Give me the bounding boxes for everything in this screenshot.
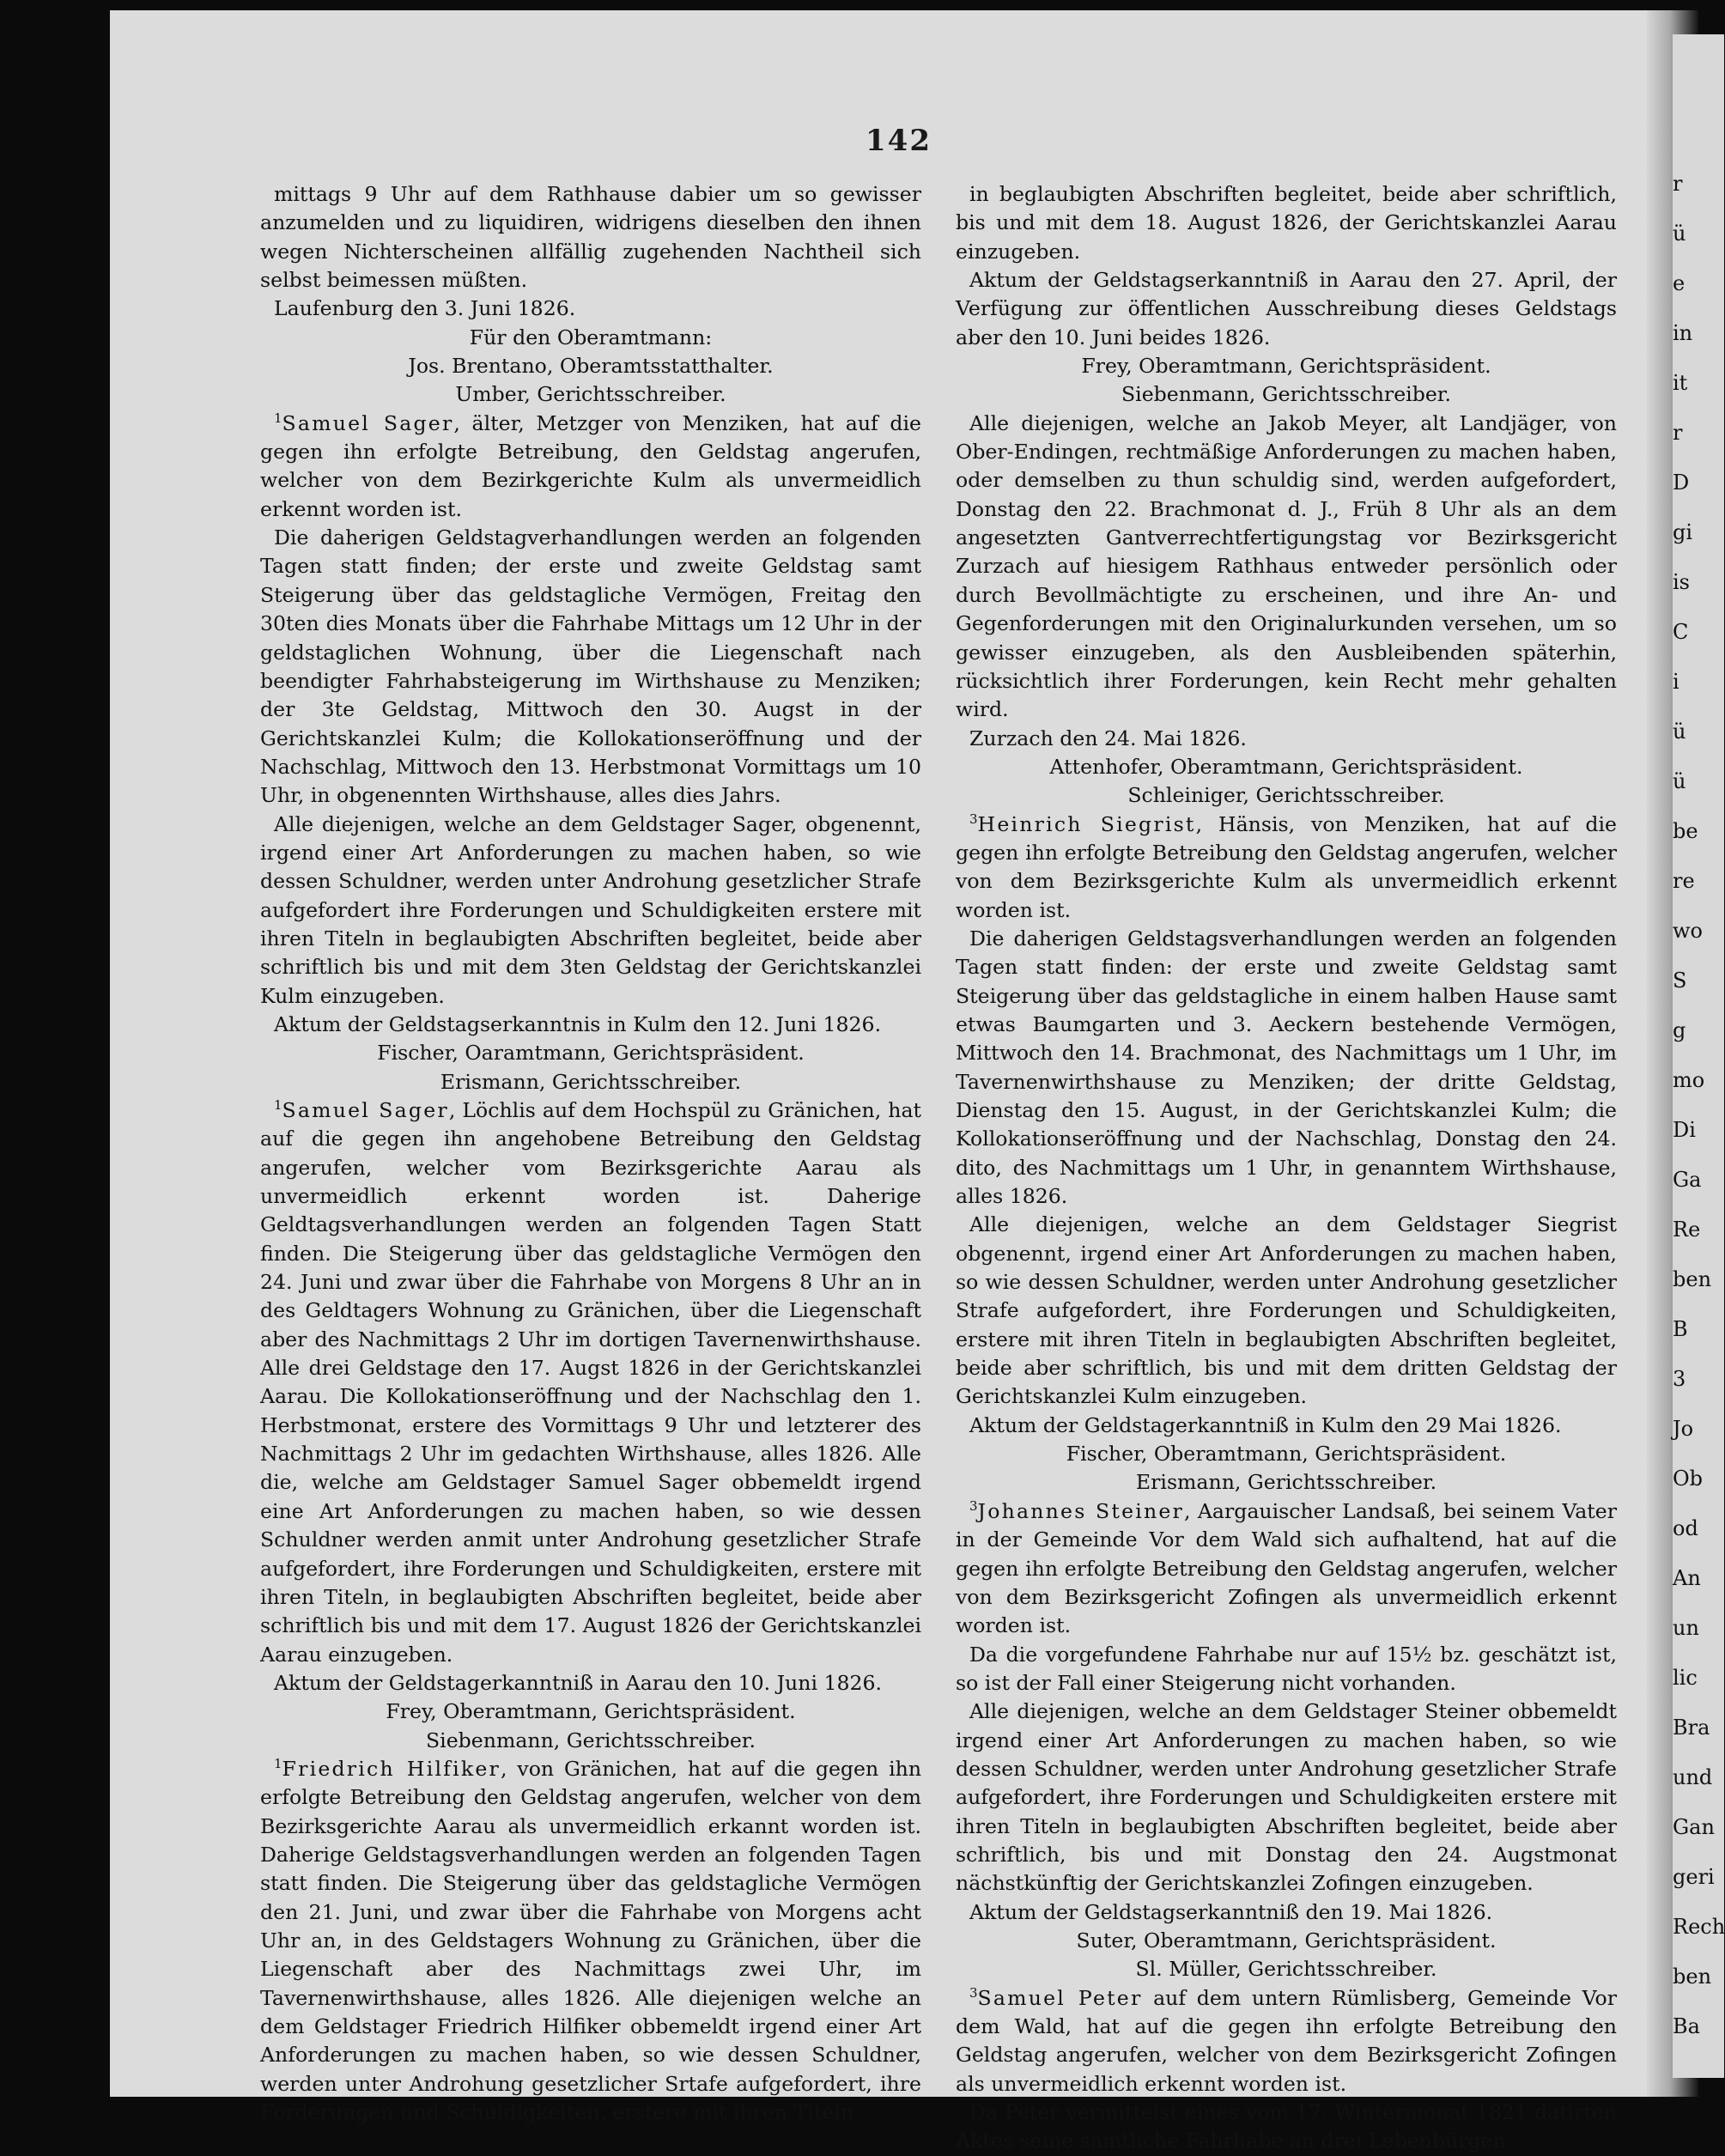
edge-fragment: Bra — [1673, 1716, 1710, 1740]
date-line: Aktum der Geldstagserkanntnis in Kulm den 12. Juni 1826. — [274, 1011, 882, 1036]
signature-line: Jos. Brentano, Oberamtsstatthalter. — [408, 354, 774, 379]
signature-line: Erismann, Gerichtsschreiber. — [440, 1069, 742, 1094]
footnote-marker: 3 — [969, 811, 978, 827]
signature-line: Frey, Oberamtmann, Gerichtspräsident. — [1081, 354, 1491, 379]
signature-line: Erismann, Gerichtsschreiber. — [1135, 1470, 1437, 1495]
notice-heading-paragraph — [956, 1984, 1617, 2098]
edge-fragment: Rech — [1673, 1915, 1725, 1939]
notice-text: , älter, Metzger von Menziken, hat auf die gegen ihn erfolgte Betreibung, den Geldstag angerufen, welcher von dem Bezirkgerichte Kulm als unvermeidlich erkennt worden ist. — [260, 410, 921, 521]
body-paragraph: Die daherigen Geldstagverhandlungen werden an folgenden Tagen statt finden; der erste und zweite Geldstag samt Steigerung über das geldstagliche Vermögen, Freitag den 30ten dies Monats über die Fahrhabe Mittags um 12 Uhr in der geldstaglichen Wohnung, über die Liegenschaft nach beendigter Fahrhabsteigerung im Wirthshause zu Menziken; der 3te Geldstag, Mittwoch den 30. Augst in der Gerichtskanzlei Kulm; die Kollokationseröffnung und der Nachschlag, Mittwoch den 13. Herbstmonat Vormittags um 10 Uhr, in obgenennten Wirthshause, alles dies Jahrs. — [260, 525, 921, 808]
edge-fragment: i — [1673, 670, 1679, 694]
date-line: Zurzach den 24. Mai 1826. — [969, 726, 1247, 750]
body-paragraph: Alle diejenigen, welche an dem Geldstager Steiner obbemeldt irgend einer Art Anforderungen zu machen haben, so wie dessen Schuldner, werden unter Androhung gesetzlicher Strafe aufgefordert, ihre Forderungen und Schuldigkeiten erstere mit ihren Titeln in beglaubigten Abschriften begleitet, beide aber schriftlich, bis und mit Donstag den 24. Augstmonat nächstkünftig der Gerichtskanzlei Zofingen einzugeben. — [956, 1699, 1617, 1896]
edge-fragment: Ba — [1673, 2014, 1700, 2038]
newspaper-page — [110, 10, 1692, 2153]
edge-fragment: od — [1673, 1516, 1698, 1540]
edge-fragment: un — [1673, 1616, 1699, 1640]
edge-fragment: ü — [1673, 222, 1686, 246]
edge-fragment: Di — [1673, 1118, 1696, 1142]
footnote-marker: 3 — [969, 1984, 978, 2001]
body-paragraph: Alle diejenigen, welche an dem Geldstager Siegrist obgenennt, irgend einer Art Anforderungen zu machen haben, so wie dessen Schuldner, werden unter Androhung gesetzlicher Strafe aufgefordert, ihre Forderungen und Schuldigkeiten, erstere mit ihren Titeln in beglaubigten Abschriften begleitet, beide aber schriftlich, bis und mit dem dritten Geldstag der Gerichtskanzlei Kulm einzugeben. — [956, 1212, 1617, 1409]
edge-fragment: ü — [1673, 769, 1686, 793]
date-line: Laufenburg den 3. Juni 1826. — [274, 296, 576, 321]
edge-fragment: gi — [1673, 520, 1693, 544]
edge-fragment: C — [1673, 620, 1689, 644]
right-column — [956, 180, 1617, 2156]
body-paragraph: Alle diejenigen, welche an dem Geldstager Sager, obgenennt, irgend einer Art Anforderungen zu machen haben, so wie dessen Schuldner, werden unter Androhung gesetzlicher Strafe aufgefordert ihre Forderungen und Schuldigkeiten erstere mit ihren Titeln in beglaubigten Abschriften begleitet, beide aber schriftlich bis und mit dem 3ten Geldstag der Gerichtskanzlei Kulm einzugeben. — [260, 811, 921, 1008]
notice-heading-paragraph — [260, 1096, 921, 1669]
edge-fragment: re — [1673, 869, 1695, 893]
footnote-marker: 3 — [969, 1497, 978, 1514]
body-paragraph: Aktum der Geldstagserkanntniß in Aarau den 27. April, der Verfügung zur öffentlichen Ausschreibung dieses Geldstags aber den 10. Juni beides 1826. — [956, 268, 1617, 349]
adjacent-page-edge — [1673, 34, 1724, 2078]
edge-fragment: wo — [1673, 919, 1703, 943]
edge-fragment: it — [1673, 371, 1688, 395]
edge-fragment: geri — [1673, 1865, 1715, 1889]
edge-fragment: mo — [1673, 1068, 1705, 1092]
notice-text: , Aargauischer Landsaß, bei seinem Vater in der Gemeinde Vor dem Wald sich aufhaltend, hat auf die gegen ihn erfolgte Betreibung den Geldstag angerufen, welcher von dem Bezirksgericht Zofingen als unvermeidlich erkennt worden ist. — [956, 1498, 1617, 1638]
body-paragraph: in beglaubigten Abschriften begleitet, beide aber schriftlich, bis und mit dem 18. August 1826, der Gerichtskanzlei Aarau einzugeben. — [956, 182, 1617, 264]
edge-fragment: B — [1673, 1317, 1688, 1341]
notice-heading-paragraph — [260, 1755, 921, 2127]
signature-line: Umber, Gerichtsschreiber. — [455, 382, 726, 407]
edge-fragment: und — [1673, 1765, 1713, 1789]
edge-fragment: Jo — [1673, 1417, 1694, 1441]
signature-line: Fischer, Oberamtmann, Gerichtspräsident. — [1066, 1442, 1507, 1467]
notice-text: , Hänsis, von Menziken, hat auf die gegen ihn erfolgte Betreibung den Geldstag angerufen, welcher von dem Bezirksgerichte Kulm als unvermeidlich erkennt worden ist. — [956, 811, 1617, 922]
edge-fragment: Ga — [1673, 1168, 1702, 1192]
footnote-marker: 1 — [274, 410, 282, 426]
edge-fragment: be — [1673, 819, 1698, 843]
left-column — [260, 180, 921, 2127]
notice-heading-paragraph — [260, 410, 921, 524]
person-name: Friedrich Hilfiker — [282, 1756, 501, 1781]
page-number: 142 — [866, 124, 932, 158]
notice-text: , von Gränichen, hat auf die gegen ihn erfolgte Betreibung den Geldstag angerufen, welcher von dem Bezirksgerichte Aarau als unvermeidlich erkannt worden ist. Daherige Geldstagsverhandlungen werden an folgenden Tagen statt finden. Die Steigerung über das geldstagliche Vermögen den 21. Juni, und zwar über die Fahrhabe von Morgens acht Uhr an, in des Geldstagers Wohnung zu Gränichen, über die Liegenschaft aber des Nachmittags zwei Uhr, im Tavernenwirthshause, alles 1826. Alle diejenigen welche an dem Geldstager Friedrich Hilfiker obbemeldt irgend einer Art Anforderungen zu machen haben, so wie dessen Schuldner, werden unter Androhung gesetzlicher Srtafe aufgefordert, ihre Forderungen und Schuldigkeiten, erstere mit ihren Titeln — [260, 1756, 922, 2125]
edge-fragment: D — [1673, 471, 1690, 495]
edge-fragment: Re — [1673, 1218, 1701, 1242]
signature-line: Fischer, Oaramtmann, Gerichtspräsident. — [377, 1041, 805, 1066]
footnote-marker: 1 — [274, 1097, 282, 1114]
edge-fragment: ben — [1673, 1267, 1712, 1291]
body-paragraph: mittags 9 Uhr auf dem Rathhause dabier um so gewisser anzumelden und zu liquidiren, widrigens dieselben den ihnen wegen Nichterscheinen allfällig zugehenden Nachtheil sich selbst beimessen müßten. — [260, 182, 921, 293]
signature-line: Attenhofer, Oberamtmann, Gerichtspräsident. — [1049, 754, 1523, 779]
notice-text: auf dem untern Rümlisberg, Gemeinde Vor dem Wald, hat auf die gegen ihn erfolgte Betreibung den Geldstag angerufen, welcher von dem Bezirksgericht Zofingen als unvermeidlich erkennt worden ist. — [956, 1985, 1617, 2096]
signature-line: Sl. Müller, Gerichtsschreiber. — [1135, 1957, 1437, 1982]
footnote-marker: 1 — [274, 1756, 282, 1772]
body-paragraph: Da Peter vermittelst eines vom 17. Wintermonat 1821 datirten Aktes seine sämtliche Fahrhabe an drei Lebenbürgen — [956, 2100, 1617, 2153]
edge-fragment: ben — [1673, 1965, 1712, 1989]
person-name: Samuel Sager — [282, 1098, 449, 1122]
edge-fragment: r — [1673, 421, 1683, 445]
person-name: Samuel Sager — [282, 410, 454, 435]
notice-text: , Löchlis auf dem Hochspül zu Gränichen, hat auf die gegen ihn angehobene Betreibung den Geldstag angerufen, welcher vom Bezirksgerichte Aarau als unvermeidlich erkennt worden ist. Daherige Geldtagsverhandlungen werden an folgenden Tagen Statt finden. Die Steigerung über das geldstagliche Vermögen den 24. Juni und zwar über die Fahrhabe von Morgens 8 Uhr an in des Geldtagers Wohnung zu Gränichen, über die Liegenschaft aber des Nachmittags 2 Uhr im dortigen Tavernenwirthshause. Alle drei Geldstage den 17. Augst 1826 in der Gerichtskanzlei Aarau. Die Kollokationseröffnung und der Nachschlag den 1. Herbstmonat, erstere des Vormittags 9 Uhr und letzterer des Nachmittags 2 Uhr im gedachten Wirthshause, alles 1826. Alle die, welche am Geldstager Samuel Sager obbemeldt irgend eine Art Anforderungen zu machen haben, so wie dessen Schuldner werden anmit unter Androhung gesetzlicher Strafe aufgefordert, ihre Forderungen und Schuldigkeiten, erstere mit ihren Titeln, in beglaubigten Abschriften begleitet, beide aber schriftlich bis und mit dem 17. August 1826 der Gerichtskanzlei Aarau einzugeben. — [260, 1098, 921, 1667]
date-line: Aktum der Geldstagserkanntniß den 19. Mai 1826. — [969, 1899, 1493, 1924]
edge-fragment: S — [1673, 969, 1687, 993]
signature-line: Siebenmann, Gerichtsschreiber. — [1121, 382, 1451, 407]
signature-line: Siebenmann, Gerichtsschreiber. — [426, 1728, 756, 1752]
body-paragraph: Alle diejenigen, welche an Jakob Meyer, alt Landjäger, von Ober-Endingen, rechtmäßige Anforderungen zu machen haben, oder demselben zu thun schuldig sind, werden aufgefordert, Donstag den 22. Brachmonat d. J., Früh 8 Uhr als an dem angesetzten Gantverrechtfertigungstag vor Bezirksgericht Zurzach auf hiesigem Rathhaus entweder persönlich oder durch Bevollmächtigte zu erscheinen, und ihre An- und Gegenforderungen mit den Originalurkunden versehen, um so gewisser einzugeben, als den Ausbleibenden späterhin, rücksichtlich ihrer Forderungen, kein Recht mehr gehalten wird. — [956, 410, 1617, 722]
edge-fragment: Ob — [1673, 1467, 1704, 1491]
edge-fragment: in — [1673, 321, 1693, 345]
signature-line: Suter, Oberamtmann, Gerichtspräsident. — [1076, 1928, 1497, 1953]
edge-fragment: Gan — [1673, 1815, 1715, 1839]
edge-fragment: ü — [1673, 720, 1686, 744]
edge-fragment: lic — [1673, 1666, 1698, 1690]
edge-fragment: An — [1673, 1566, 1701, 1590]
date-line: Aktum der Geldstagerkanntniß in Kulm den 29 Mai 1826. — [969, 1412, 1562, 1437]
notice-heading-paragraph — [956, 1497, 1617, 1641]
signature-line: Schleiniger, Gerichtsschreiber. — [1127, 783, 1445, 808]
person-name: Heinrich Siegrist — [977, 811, 1196, 836]
edge-fragment: is — [1673, 570, 1690, 594]
person-name: Johannes Steiner — [977, 1498, 1185, 1523]
edge-fragment: e — [1673, 271, 1686, 295]
signature-line: Frey, Oberamtmann, Gerichtspräsident. — [386, 1699, 796, 1724]
edge-fragment: r — [1673, 172, 1683, 196]
body-paragraph: Die daherigen Geldstagsverhandlungen werden an folgenden Tagen statt finden: der erste und zweite Geldstag samt Steigerung über das geldstagliche in einem halben Hause samt etwas Baumgarten und 3. Aeckern bestehende Vermögen, Mittwoch den 14. Brachmonat, des Nachmittags um 1 Uhr, im Tavernenwirthshause zu Menziken; der dritte Geldstag, Dienstag den 15. August, in der Gerichtskanzlei Kulm; die Kollokationseröffnung und der Nachschlag, Donstag den 24. dito, des Nachmittags um 1 Uhr, in genanntem Wirthshause, alles 1826. — [956, 926, 1617, 1209]
date-line: Aktum der Geldstagerkanntniß in Aarau den 10. Juni 1826. — [274, 1670, 883, 1695]
notice-heading-paragraph — [956, 811, 1617, 925]
body-paragraph: Da die vorgefundene Fahrhabe nur auf 15½ bz. geschätzt ist, so ist der Fall einer Steigerung nicht vorhanden. — [956, 1642, 1617, 1695]
edge-fragment: g — [1673, 1018, 1686, 1042]
signature-line: Für den Oberamtmann: — [469, 325, 713, 349]
person-name: Samuel Peter — [977, 1985, 1143, 2010]
edge-fragment: 3 — [1673, 1367, 1686, 1391]
